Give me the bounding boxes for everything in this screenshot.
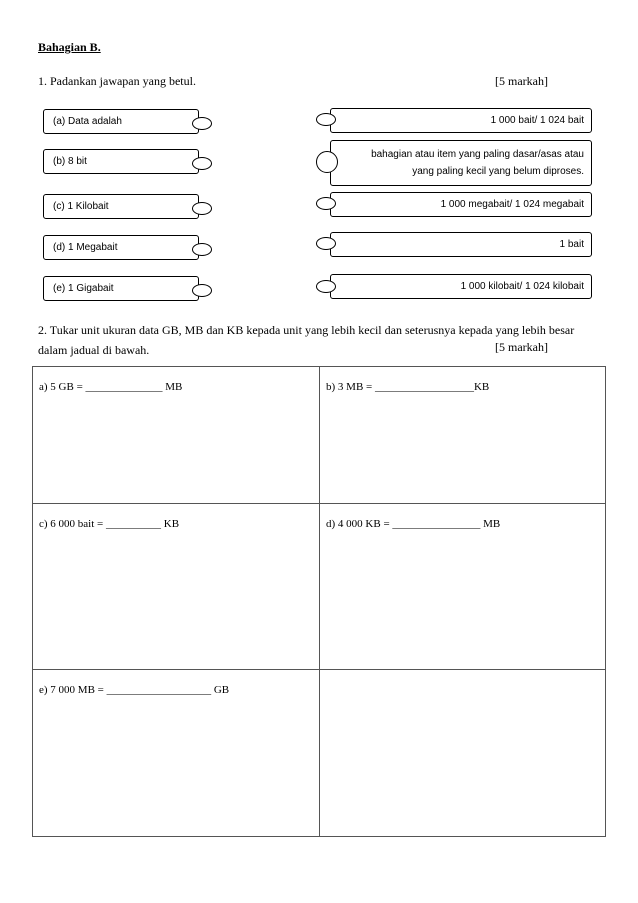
- left-item-c: (c) 1 Kilobait: [43, 194, 199, 219]
- question-2-marks: [5 markah]: [495, 340, 548, 354]
- left-item-e: (e) 1 Gigabait: [43, 276, 199, 301]
- right-connector-dot[interactable]: [316, 151, 338, 173]
- answer-cell-empty: [320, 670, 606, 837]
- right-item-2: bahagian atau item yang paling dasar/asas atau yang paling kecil yang belum diproses.: [330, 140, 592, 186]
- right-connector-dot[interactable]: [316, 197, 336, 210]
- answer-cell-a[interactable]: a) 5 GB = ______________ MB: [33, 367, 320, 504]
- answer-cell-b[interactable]: b) 3 MB = __________________KB: [320, 367, 606, 504]
- left-connector-dot[interactable]: [192, 202, 212, 215]
- left-connector-dot[interactable]: [192, 157, 212, 170]
- right-item-4: 1 bait: [330, 232, 592, 257]
- answer-table: [32, 366, 606, 837]
- left-item-d: (d) 1 Megabait: [43, 235, 199, 260]
- left-item-a: (a) Data adalah: [43, 109, 199, 134]
- answer-cell-e[interactable]: e) 7 000 MB = ___________________ GB: [33, 670, 320, 837]
- question-2-text: 2. Tukar unit ukuran data GB, MB dan KB kepada unit yang lebih kecil dan seterusnya kepada yang lebih besar dalam jadual di bawah.: [38, 323, 575, 357]
- left-connector-dot[interactable]: [192, 243, 212, 256]
- right-connector-dot[interactable]: [316, 237, 336, 250]
- answer-cell-c[interactable]: c) 6 000 bait = __________ KB: [33, 504, 320, 670]
- right-item-5: 1 000 kilobait/ 1 024 kilobait: [330, 274, 592, 299]
- question-1-marks: [5 markah]: [495, 74, 548, 88]
- right-item-3: 1 000 megabait/ 1 024 megabait: [330, 192, 592, 217]
- left-item-b: (b) 8 bit: [43, 149, 199, 174]
- right-connector-dot[interactable]: [316, 280, 336, 293]
- left-connector-dot[interactable]: [192, 284, 212, 297]
- left-connector-dot[interactable]: [192, 117, 212, 130]
- right-connector-dot[interactable]: [316, 113, 336, 126]
- right-item-1: 1 000 bait/ 1 024 bait: [330, 108, 592, 133]
- answer-cell-d[interactable]: d) 4 000 KB = ________________ MB: [320, 504, 606, 670]
- section-heading: Bahagian B.: [38, 40, 101, 54]
- question-1-text: 1. Padankan jawapan yang betul.: [38, 74, 196, 88]
